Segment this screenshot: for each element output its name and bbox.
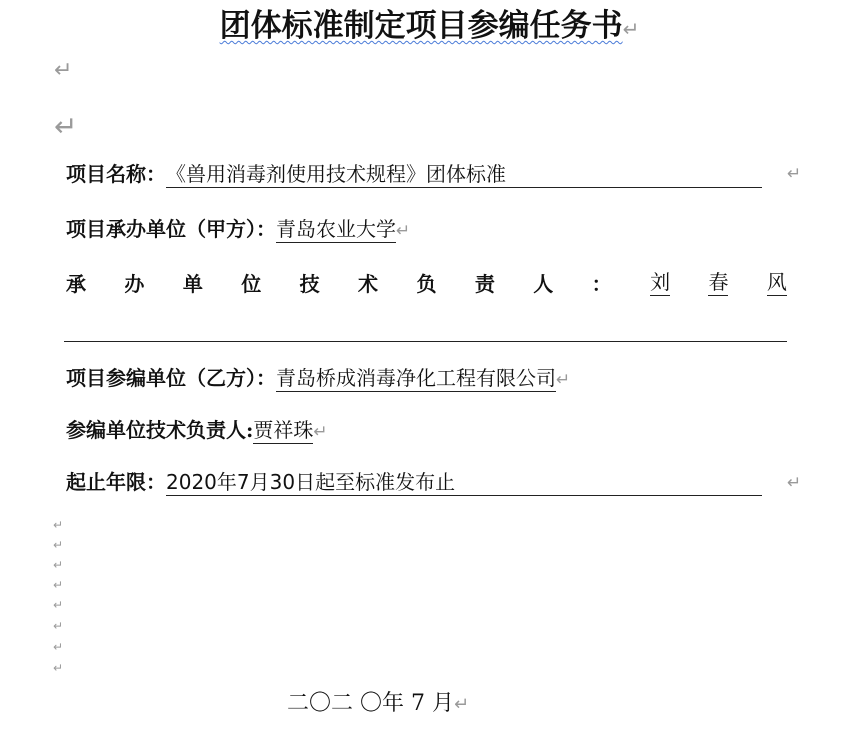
paragraph-mark-icon: ↵ [53,661,64,675]
participant-unit-label: 项目参编单位（乙方）： [66,366,276,390]
paragraph-mark-icon: ↵ [53,640,64,654]
paragraph-mark-icon: ↵ [787,473,802,493]
paragraph-mark-icon: ↵ [313,422,328,442]
date-text: 二〇二 〇年 7 月 [287,691,454,716]
host-lead-value-char: 刘 [650,269,671,294]
host-unit-row [66,214,410,246]
paragraph-mark-icon: ↵ [54,110,78,143]
participant-lead-row [66,415,328,447]
paragraph-mark-icon: ↵ [53,619,64,633]
participant-unit-row [66,363,570,395]
paragraph-mark-icon: ↵ [622,17,640,41]
paragraph-mark-icon: ↵ [556,370,571,390]
project-name-label: 项目名称： [66,162,166,186]
paragraph-mark-icon: ↵ [53,598,64,612]
paragraph-mark-icon: ↵ [53,518,64,532]
host-lead-label-char: 承 [66,271,86,296]
host-lead-label-char: 技 [299,271,320,296]
project-name-row [66,159,762,189]
host-lead-label-char: 办 [124,271,145,296]
paragraph-mark-icon: ↵ [54,58,73,83]
host-lead-label-char: 单 [182,271,203,296]
host-lead-value-char: 风 [766,269,787,294]
host-lead-label-char: 术 [358,271,379,296]
participant-lead-label: 参编单位技术负责人: [66,418,254,442]
project-name-value: 《兽用消毒剂使用技术规程》团体标准 [166,161,762,188]
participant-lead-value: 贾祥珠 [253,418,314,442]
host-unit-text: 青岛农业大学 [276,217,396,241]
paragraph-mark-icon: ↵ [53,558,64,572]
host-lead-label-char: 位 [241,271,262,296]
title-text: 团体标准制定项目参编任务书 [219,8,623,44]
host-lead-label-char: 负 [416,271,437,296]
document-title [0,4,859,51]
host-unit-value [276,216,396,243]
period-row [66,467,762,497]
paragraph-mark-icon: ↵ [396,221,411,241]
period-label: 起止年限： [66,470,166,494]
host-lead-label-char: 责 [474,271,495,296]
host-unit-label: 项目承办单位（甲方）： [66,217,276,241]
paragraph-mark-icon: ↵ [787,164,802,184]
host-lead-value-char: 春 [708,269,729,294]
host-lead-row [66,266,787,298]
host-lead-label-char: 人 [533,271,554,296]
host-lead-label-char: ： [591,271,612,296]
period-value: 2020年7月30日起至标准发布止 [166,469,762,496]
participant-unit-value: 青岛桥成消毒净化工程有限公司 [276,366,556,390]
paragraph-mark-icon: ↵ [53,578,64,592]
document-date [287,686,469,717]
paragraph-mark-icon: ↵ [53,538,64,552]
underline-divider [64,341,787,342]
paragraph-mark-icon: ↵ [453,694,470,715]
